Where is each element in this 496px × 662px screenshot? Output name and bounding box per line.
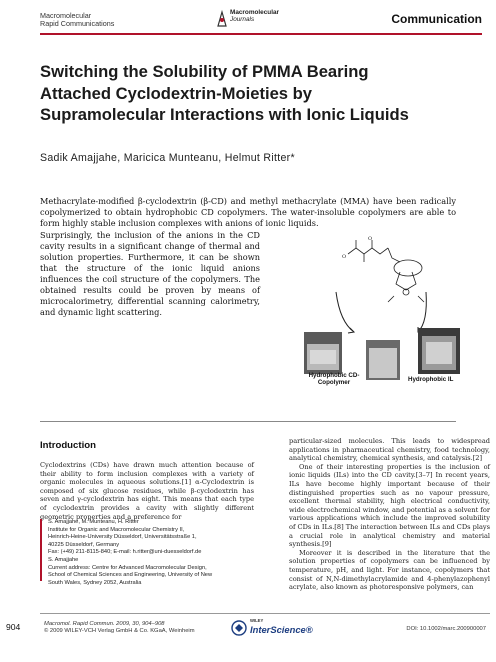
section-divider [40, 421, 456, 422]
svg-text:O: O [342, 254, 347, 260]
intro-left-column [40, 461, 254, 521]
journal-logo [216, 4, 292, 34]
footer-rule [40, 613, 490, 614]
intro-paragraph: Cyclodextrins (CDs) have drawn much attention because of their ability to form inclusion complexes with a variety of organic molecules in aqueous solutions.[1] α-Cyclodextrin is composed of six glucose residues, while β-cyclodextrin has seven and γ-cyclodextrin has eight. This means that each type of cyclodextrin provides a cavity with slightly different geometric properties and a preference for [40, 461, 254, 521]
vial-left-icon [304, 332, 342, 374]
doi: DOI: 10.1002/marc.200900007 [406, 626, 486, 632]
logo-line1: Macromolecular [230, 9, 280, 16]
affiliation-line: 40225 Düsseldorf, Germany [48, 541, 120, 548]
affiliation-line: Heinrich-Heine-University Düsseldorf, Universitätsstraße 1, [48, 534, 197, 541]
abstract-intro: Methacrylate-modified β-cyclodextrin (β-CD) and methyl methacrylate (MMA) have been radically copolymerized to obtain hydrophobic CD copolymers. The water-insoluble copolymers are able to form highly stable inclusion complexes with anions of ionic liquids. [40, 196, 456, 228]
affiliation-line: School of Chemical Sciences and Engineering, University of New [48, 572, 213, 579]
citation-line: © 2009 WILEY-VCH Verlag GmbH & Co. KGaA, Weinheim [44, 628, 195, 635]
svg-text:O: O [368, 236, 373, 242]
arrow-icon [336, 292, 426, 333]
affiliation-line: Current address: Centre for Advanced Macromolecular Design, [48, 564, 207, 571]
affiliation-line: Fax: (+49) 211-8115-840; E-mail: h.ritter@uni-duesseldorf.de [48, 549, 202, 556]
title-line: Supramolecular Interactions with Ionic Liquids [40, 105, 409, 125]
journal-name [40, 12, 114, 28]
affiliation-line: Institute for Organic and Macromolecular Chemistry II, [48, 526, 185, 533]
journal-logo-text [230, 9, 279, 23]
journal-logo-icon [216, 8, 230, 30]
graphical-abstract-figure [296, 232, 466, 388]
citation-line: Macromol. Rapid Commun. 2009, 30, 904–908 [44, 621, 165, 627]
title-line: Attached Cyclodextrin-Moieties by [40, 83, 313, 103]
title-line: Switching the Solubility of PMMA Bearing [40, 62, 369, 81]
journal-name-line2: Rapid Communications [40, 19, 115, 28]
logo-line2: Journals [230, 16, 255, 23]
header-rule [40, 33, 482, 35]
intro-right-column [289, 437, 490, 592]
introduction-heading: Introduction [40, 440, 96, 451]
section-label: Communication [391, 12, 482, 26]
figure-label-copolymer: Hydrophobic CD-Copolymer [308, 372, 360, 386]
intro-paragraph: One of their interesting properties is the inclusion of ionic liquids (ILs) into the CD cavity.[3–7] In recent years, ILs have become highly important because of their distinguished properties such as no vapour pressure, excellent thermal stability, high electrical conductivity, wide electrochemical window, and potential as a solvent for various applications which include the improved solubility of CDs in ILs.[8] The interaction between ILs and CDs plays a crucial role in analytical chemistry and material synthesis.[9] [289, 462, 490, 549]
author-list: Sadik Amajjahe, Maricica Munteanu, Helmut Ritter* [40, 152, 295, 164]
affiliation-box [40, 519, 260, 586]
affiliation-line: S. Amajjahe [48, 556, 79, 563]
abstract-continued: Surprisingly, the inclusion of the anions in the CD cavity results in a significant change of thermal and solution properties. Furthermore, it can be shown that the structure of the ionic liquid anions influences the coil structure of the copolymers. The obtained results could be proven by means of microcalorimetry, differential scanning calorimetry, and dynamic light scattering. [40, 230, 260, 317]
page-number: 904 [6, 622, 21, 632]
vial-center-icon [366, 340, 400, 380]
chemical-structure-icon [342, 236, 424, 302]
vial-right-icon [418, 328, 460, 374]
figure-label-ionic-liquid: Hydrophobic IL [408, 376, 454, 383]
journal-name-line1: Macromolecular [40, 11, 92, 20]
wiley-logo-icon [230, 619, 248, 637]
wiley-label: WILEY [250, 618, 264, 623]
intro-paragraph: Moreover it is described in the literature that the solution properties of copolymers can be influenced by temperature, pH, and light. For instance, copolymers that consist of N,N-dimethylacrylamide and 4-phenylazophenyl acrylate, also known as photoresponsive polymers, can [289, 548, 490, 592]
page-header [0, 0, 496, 44]
intro-paragraph: particular-sized molecules. This leads to widespread applications in pharmaceutical chemistry, food technology, analytical chemistry, chemical synthesis, and catalysis.[2] [289, 437, 490, 463]
citation [44, 621, 195, 636]
interscience-logo: InterScience® [250, 624, 313, 635]
article-title [40, 61, 480, 126]
affiliation-line: S. Amajjahe, M. Munteanu, H. Ritter [48, 519, 139, 525]
affiliation-line: South Wales, Sydney 2052, Australia [48, 579, 142, 586]
